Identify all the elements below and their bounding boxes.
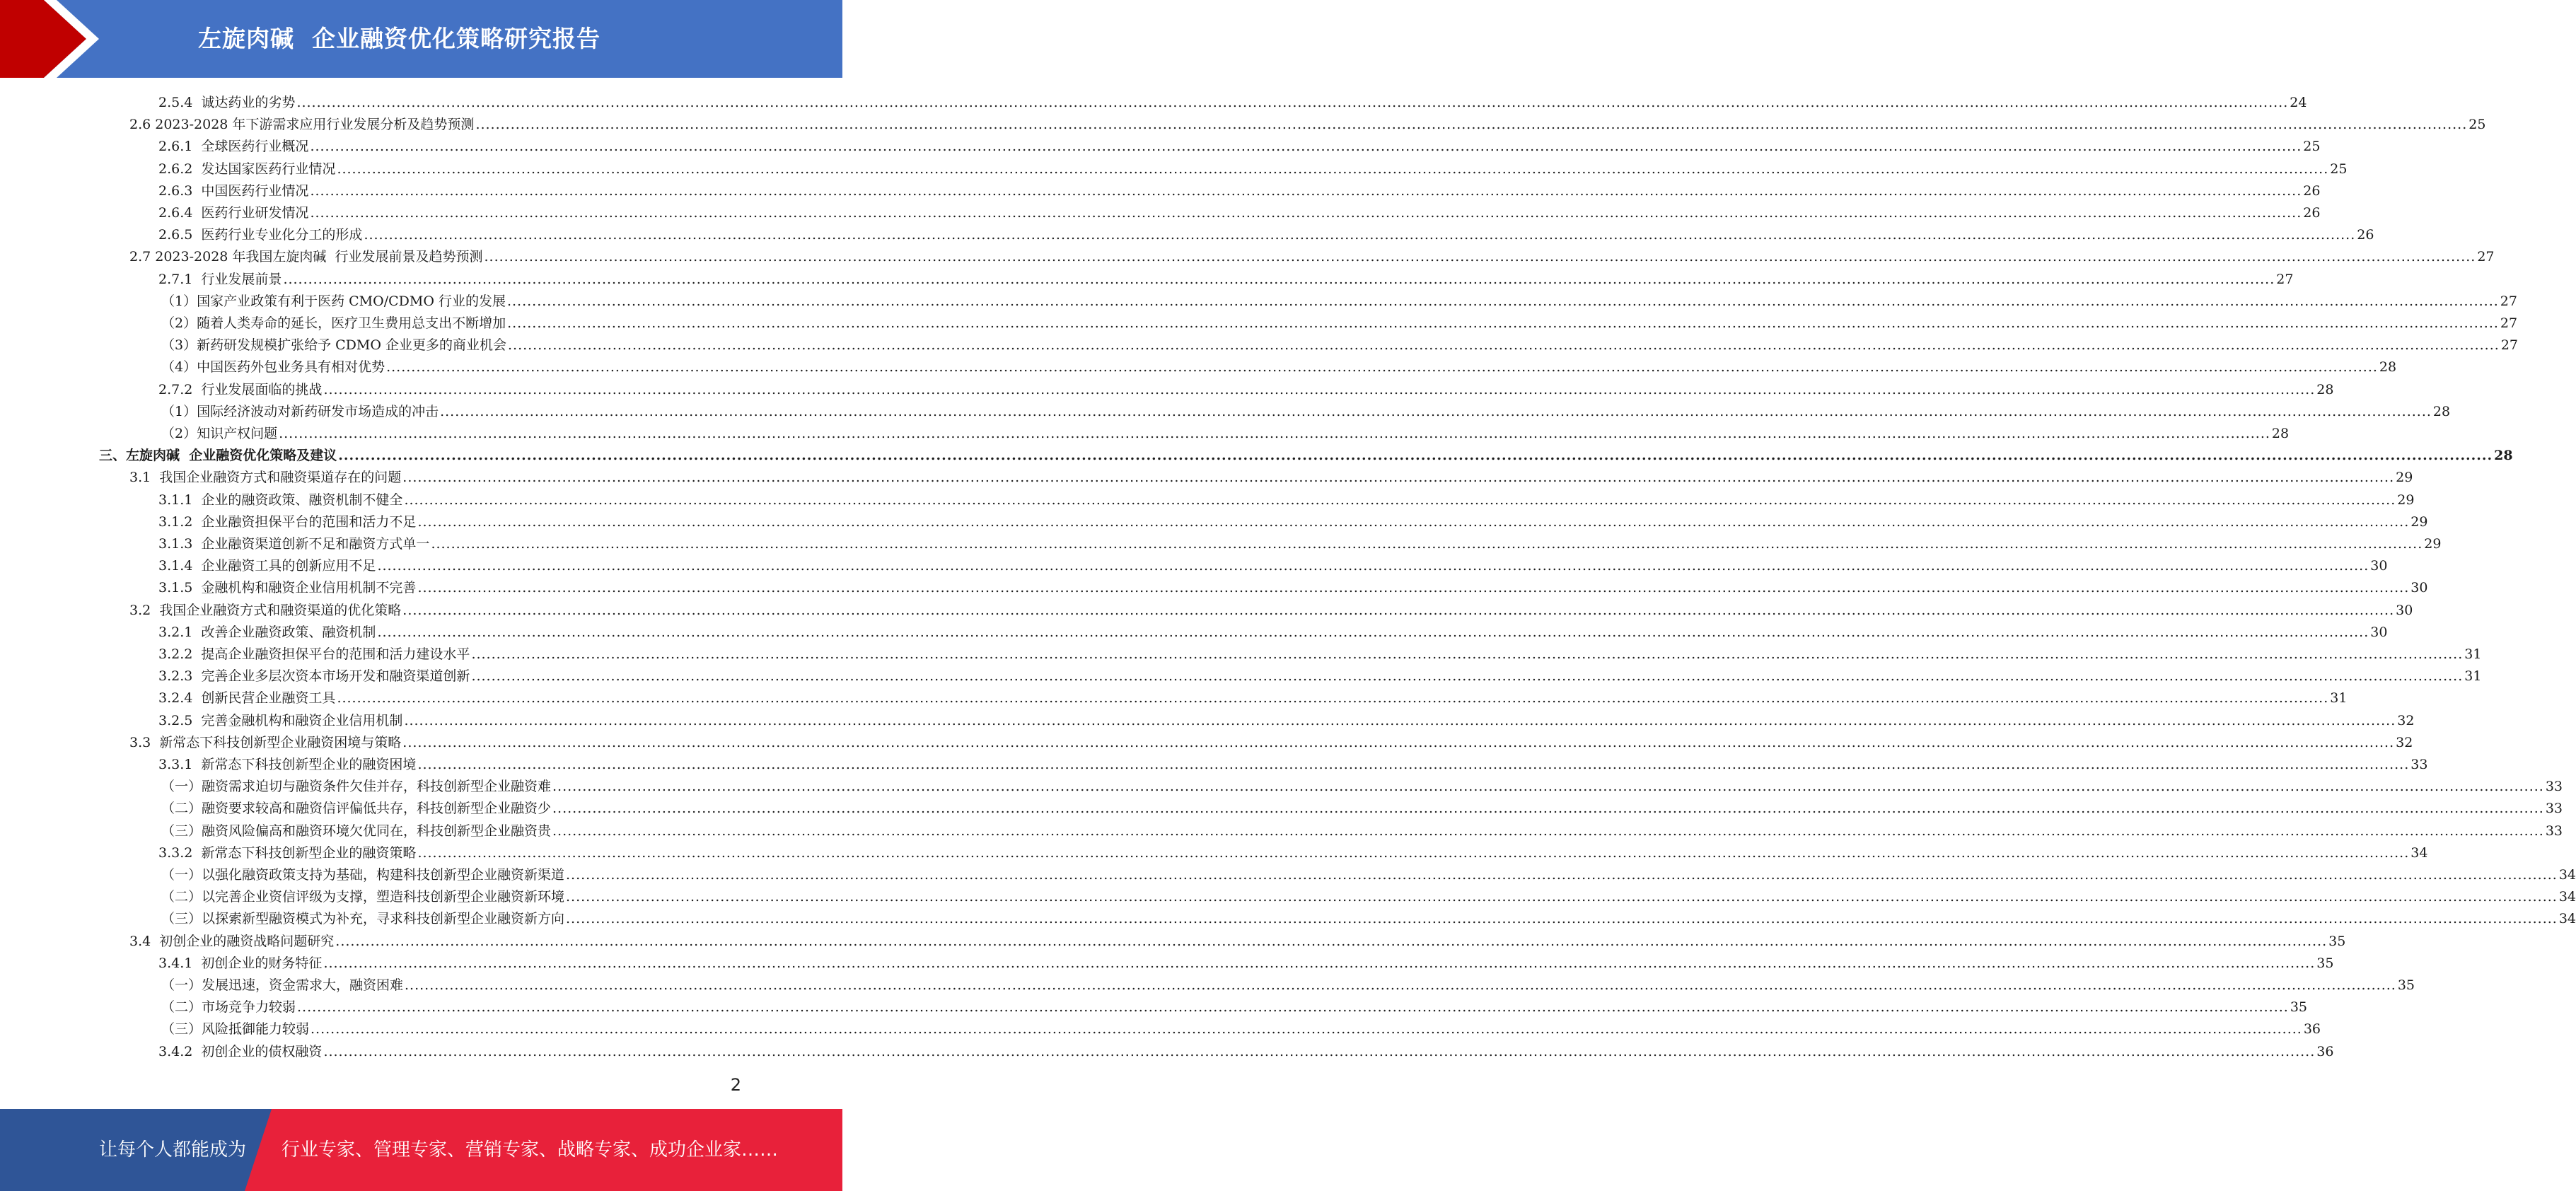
toc-entry-page: 27	[2477, 249, 2495, 265]
toc-entry-label: 3.1.5 金融机构和融资企业信用机制不完善	[158, 580, 417, 596]
toc-entry[interactable]	[158, 575, 2428, 597]
toc-entry[interactable]	[129, 730, 2413, 752]
report-header	[0, 0, 842, 78]
toc-entry[interactable]	[161, 1016, 2321, 1038]
toc-leader-dots: ................................................................................................................................................................................................................................................................................................................................................................................................................	[552, 823, 2544, 839]
toc-entry-label: 3.1.1 企业的融资政策、融资机制不健全	[158, 492, 403, 508]
toc-entry-page: 34	[2558, 867, 2576, 883]
toc-entry-page: 32	[2396, 734, 2413, 750]
toc-entry[interactable]	[158, 267, 2294, 289]
toc-entry-page: 31	[2464, 646, 2482, 662]
toc-entry-label: 三、左旋肉碱 企业融资优化策略及建议	[99, 448, 337, 464]
toc-leader-dots: ................................................................................................................................................................................................................................................................................................................................................................................................................	[338, 448, 2493, 464]
toc-entry-label: 2.7.2 行业发展面临的挑战	[158, 381, 323, 397]
footer-slogan-left: 让每个人都能成为	[99, 1139, 247, 1161]
toc-entry[interactable]	[161, 906, 2576, 928]
toc-leader-dots: ................................................................................................................................................................................................................................................................................................................................................................................................................	[279, 426, 2270, 441]
toc-entry-page: 31	[2464, 668, 2482, 685]
toc-entry-page: 34	[2558, 889, 2576, 905]
toc-leader-dots: ................................................................................................................................................................................................................................................................................................................................................................................................................	[405, 977, 2396, 993]
toc-leader-dots: ................................................................................................................................................................................................................................................................................................................................................................................................................	[404, 492, 2396, 508]
toc-leader-dots: ................................................................................................................................................................................................................................................................................................................................................................................................................	[297, 999, 2289, 1016]
toc-entry[interactable]	[129, 244, 2495, 266]
toc-entry-label: 3.4 初创企业的融资战略问题研究	[129, 933, 335, 949]
toc-entry[interactable]	[161, 994, 2308, 1016]
footer-slogan-right: 行业专家、管理专家、营销专家、战略专家、成功企业家……	[282, 1139, 779, 1161]
toc-entry-page: 34	[2410, 844, 2428, 861]
toc-entry-label: 2.7 2023-2028 年我国左旋肉碱 行业发展前景及趋势预测	[129, 249, 483, 265]
toc-entry-page: 27	[2276, 271, 2294, 287]
toc-entry-label: 3.2.5 完善金融机构和融资企业信用机制	[158, 712, 403, 728]
toc-entry-page: 25	[2303, 139, 2321, 155]
toc-entry-page: 25	[2468, 117, 2486, 133]
toc-leader-dots: ................................................................................................................................................................................................................................................................................................................................................................................................................	[506, 293, 2499, 309]
toc-entry[interactable]	[158, 178, 2321, 200]
toc-entry-label: （二）市场竞争力较弱	[161, 999, 296, 1016]
toc-entry-label: 2.5.4 诚达药业的劣势	[158, 95, 296, 110]
toc-entry-label: 3.2.4 创新民营企业融资工具	[158, 690, 336, 707]
toc-leader-dots: ................................................................................................................................................................................................................................................................................................................................................................................................................	[552, 779, 2544, 795]
toc-entry[interactable]	[158, 509, 2428, 531]
toc-entry-label: 2.7.1 行业发展前景	[158, 271, 282, 287]
toc-entry[interactable]	[161, 421, 2290, 443]
toc-entry-label: 3.3.2 新常态下科技创新型企业的融资策略	[158, 844, 417, 861]
toc-entry-page: 28	[2432, 403, 2451, 419]
toc-leader-dots: ................................................................................................................................................................................................................................................................................................................................................................................................................	[364, 227, 2356, 243]
toc-entry-page: 25	[2330, 161, 2348, 177]
toc-leader-dots: ................................................................................................................................................................................................................................................................................................................................................................................................................	[417, 757, 2410, 772]
toc-entry-label: （二）以完善企业资信评级为支撑，塑造科技创新型企业融资新环境	[161, 889, 565, 905]
toc-leader-dots: ................................................................................................................................................................................................................................................................................................................................................................................................................	[386, 359, 2378, 376]
toc-leader-dots: ................................................................................................................................................................................................................................................................................................................................................................................................................	[475, 117, 2468, 133]
toc-entry-label: 3.3 新常态下科技创新型企业融资困境与策略	[129, 734, 402, 750]
toc-entry-page: 28	[2316, 381, 2334, 397]
toc-entry[interactable]	[158, 951, 2334, 972]
toc-entry[interactable]	[129, 112, 2486, 134]
toc-entry-label: （三）风险抵御能力较弱	[161, 1021, 310, 1038]
toc-entry[interactable]	[158, 620, 2388, 641]
toc-leader-dots: ................................................................................................................................................................................................................................................................................................................................................................................................................	[566, 867, 2558, 883]
toc-entry[interactable]	[129, 929, 2346, 951]
toc-entry-page: 28	[2379, 359, 2397, 376]
toc-entry[interactable]	[158, 90, 2307, 112]
toc-entry[interactable]	[161, 310, 2518, 332]
toc-entry-label: 3.2.1 改善企业融资政策、融资机制	[158, 624, 376, 640]
toc-entry-page: 26	[2303, 182, 2321, 199]
toc-leader-dots: ................................................................................................................................................................................................................................................................................................................................................................................................................	[402, 470, 2395, 486]
report-title: 左旋肉碱 企业融资优化策略研究报告	[198, 25, 601, 52]
toc-entry-page: 28	[2494, 448, 2513, 464]
toc-leader-dots: ................................................................................................................................................................................................................................................................................................................................................................................................................	[402, 734, 2395, 750]
toc-entry-label: 3.3.1 新常态下科技创新型企业的融资困境	[158, 757, 417, 772]
toc-entry-label: （1）国家产业政策有利于医药 CMO/CDMO 行业的发展	[161, 293, 506, 309]
toc-entry-label: 2.6.1 全球医药行业概况	[158, 139, 309, 155]
toc-entry-page: 29	[2396, 470, 2413, 486]
toc-leader-dots: ................................................................................................................................................................................................................................................................................................................................................................................................................	[335, 933, 2328, 949]
toc-leader-dots: ................................................................................................................................................................................................................................................................................................................................................................................................................	[471, 646, 2464, 662]
toc-leader-dots: ................................................................................................................................................................................................................................................................................................................................................................................................................	[323, 381, 2316, 397]
toc-entry[interactable]	[161, 972, 2415, 994]
toc-entry[interactable]	[158, 222, 2374, 244]
toc-entry-label: 3.1 我国企业融资方式和融资渠道存在的问题	[129, 470, 402, 486]
toc-leader-dots: ................................................................................................................................................................................................................................................................................................................................................................................................................	[440, 403, 2432, 419]
toc-entry-page: 27	[2500, 293, 2517, 309]
toc-entry-page: 34	[2558, 911, 2576, 927]
toc-entry-page: 27	[2500, 315, 2518, 331]
toc-entry-page: 35	[2290, 999, 2308, 1016]
toc-leader-dots: ................................................................................................................................................................................................................................................................................................................................................................................................................	[310, 205, 2302, 221]
toc-entry[interactable]	[161, 289, 2517, 310]
toc-entry-label: （一）发展迅速，资金需求大，融资困难	[161, 977, 404, 993]
toc-entry-label: （2）随着人类寿命的延长，医疗卫生费用总支出不断增加	[161, 315, 506, 331]
toc-entry-label: 2.6.5 医药行业专业化分工的形成	[158, 227, 363, 243]
toc-entry-label: 3.4.1 初创企业的财务特征	[158, 955, 323, 971]
toc-entry-page: 35	[2328, 933, 2346, 949]
toc-entry-label: 3.1.3 企业融资渠道创新不足和融资方式单一	[158, 536, 430, 552]
toc-entry-page: 29	[2397, 492, 2415, 508]
toc-entry-label: （一）融资需求迫切与融资条件欠佳并存，科技创新型企业融资难	[161, 779, 552, 795]
toc-entry[interactable]	[99, 443, 2513, 465]
toc-leader-dots: ................................................................................................................................................................................................................................................................................................................................................................................................................	[431, 536, 2423, 552]
toc-leader-dots: ................................................................................................................................................................................................................................................................................................................................................................................................................	[377, 624, 2369, 640]
toc-leader-dots: ................................................................................................................................................................................................................................................................................................................................................................................................................	[417, 844, 2410, 861]
toc-entry[interactable]	[158, 156, 2348, 178]
toc-entry-page: 32	[2397, 712, 2415, 728]
toc-leader-dots: ................................................................................................................................................................................................................................................................................................................................................................................................................	[311, 1021, 2302, 1038]
toc-entry[interactable]	[129, 465, 2413, 487]
toc-entry[interactable]	[158, 553, 2388, 575]
toc-entry-label: 3.2.3 完善企业多层次资本市场开发和融资渠道创新	[158, 668, 470, 685]
toc-leader-dots: ................................................................................................................................................................................................................................................................................................................................................................................................................	[402, 602, 2395, 618]
toc-leader-dots: ................................................................................................................................................................................................................................................................................................................................................................................................................	[484, 249, 2476, 265]
toc-entry-page: 36	[2316, 1043, 2334, 1059]
toc-leader-dots: ................................................................................................................................................................................................................................................................................................................................................................................................................	[471, 668, 2464, 685]
toc-entry-page: 36	[2303, 1021, 2321, 1038]
toc-entry-page: 33	[2545, 823, 2563, 839]
toc-entry-label: 2.6.3 中国医药行业情况	[158, 182, 309, 199]
toc-entry-label: （三）以探索新型融资模式为补充，寻求科技创新型企业融资新方向	[161, 911, 565, 927]
toc-leader-dots: ................................................................................................................................................................................................................................................................................................................................................................................................................	[296, 95, 2289, 110]
toc-entry-page: 29	[2424, 536, 2442, 552]
toc-entry[interactable]	[161, 862, 2576, 884]
toc-entry[interactable]	[161, 796, 2563, 818]
toc-leader-dots: ................................................................................................................................................................................................................................................................................................................................................................................................................	[310, 182, 2302, 199]
toc-entry[interactable]	[158, 200, 2321, 222]
toc-leader-dots: ................................................................................................................................................................................................................................................................................................................................................................................................................	[377, 558, 2369, 574]
toc-leader-dots: ................................................................................................................................................................................................................................................................................................................................................................................................................	[337, 161, 2329, 177]
toc-entry[interactable]	[158, 663, 2482, 685]
toc-entry-label: （1）国际经济波动对新药研发市场造成的冲击	[161, 403, 439, 419]
toc-leader-dots: ................................................................................................................................................................................................................................................................................................................................................................................................................	[566, 889, 2558, 905]
toc-entry[interactable]	[129, 598, 2413, 620]
toc-entry-label: （2）知识产权问题	[161, 426, 278, 441]
toc-entry-label: （二）融资要求较高和融资信评偏低共存，科技创新型企业融资少	[161, 801, 552, 817]
toc-entry-page: 33	[2545, 779, 2563, 795]
toc-leader-dots: ................................................................................................................................................................................................................................................................................................................................................................................................................	[417, 513, 2410, 530]
toc-entry[interactable]	[158, 487, 2415, 509]
header-arrow-decoration	[0, 0, 113, 78]
toc-entry-page: 26	[2303, 205, 2321, 221]
toc-entry-page: 35	[2316, 955, 2334, 971]
toc-entry-page: 33	[2410, 757, 2428, 772]
toc-entry[interactable]	[158, 840, 2428, 862]
toc-entry-label: 2.6.4 医药行业研发情况	[158, 205, 309, 221]
toc-entry[interactable]	[161, 884, 2576, 906]
toc-entry[interactable]	[161, 399, 2451, 421]
toc-entry[interactable]	[158, 377, 2334, 399]
toc-leader-dots: ................................................................................................................................................................................................................................................................................................................................................................................................................	[337, 690, 2329, 707]
toc-entry-label: 3.1.4 企业融资工具的创新应用不足	[158, 558, 376, 574]
toc-entry-label: （4）中国医药外包业务具有相对优势	[161, 359, 385, 376]
toc-entry-page: 28	[2271, 426, 2290, 441]
toc-entry-label: （三）融资风险偏高和融资环境欠优同在，科技创新型企业融资贵	[161, 823, 552, 839]
toc-entry-page: 30	[2410, 580, 2428, 596]
toc-entry-label: 2.6.2 发达国家医药行业情况	[158, 161, 336, 177]
toc-entry[interactable]	[161, 354, 2397, 376]
toc-entry-page: 35	[2397, 977, 2415, 993]
toc-leader-dots: ................................................................................................................................................................................................................................................................................................................................................................................................................	[404, 712, 2396, 728]
toc-entry[interactable]	[158, 641, 2482, 663]
toc-entry-label: 3.1.2 企业融资担保平台的范围和活力不足	[158, 513, 417, 530]
toc-entry[interactable]	[158, 531, 2442, 553]
toc-entry-label: （一）以强化融资政策支持为基础，构建科技创新型企业融资新渠道	[161, 867, 565, 883]
footer-banner	[0, 1109, 842, 1191]
toc-entry-page: 31	[2330, 690, 2348, 707]
toc-entry[interactable]	[158, 752, 2428, 774]
toc-entry-page: 26	[2357, 227, 2374, 243]
toc-entry-page: 30	[2396, 602, 2413, 618]
toc-entry[interactable]	[161, 774, 2563, 796]
toc-entry-label: （3）新药研发规模扩张给予 CDMO 企业更多的商业机会	[161, 337, 506, 354]
toc-leader-dots: ................................................................................................................................................................................................................................................................................................................................................................................................................	[552, 801, 2544, 817]
toc-leader-dots: ................................................................................................................................................................................................................................................................................................................................................................................................................	[323, 1043, 2316, 1059]
toc-entry-page: 33	[2545, 801, 2563, 817]
toc-leader-dots: ................................................................................................................................................................................................................................................................................................................................................................................................................	[323, 955, 2316, 971]
toc-leader-dots: ................................................................................................................................................................................................................................................................................................................................................................................................................	[283, 271, 2275, 287]
toc-entry-label: 3.2 我国企业融资方式和融资渠道的优化策略	[129, 602, 402, 618]
toc-entry-label: 2.6 2023-2028 年下游需求应用行业发展分析及趋势预测	[129, 117, 475, 133]
toc-entry-label: 3.4.2 初创企业的债权融资	[158, 1043, 323, 1059]
page-number: 2	[730, 1075, 741, 1095]
toc-entry-page: 24	[2290, 95, 2307, 110]
toc-entry[interactable]	[158, 1039, 2334, 1061]
toc-leader-dots: ................................................................................................................................................................................................................................................................................................................................................................................................................	[507, 315, 2499, 331]
toc-leader-dots: ................................................................................................................................................................................................................................................................................................................................................................................................................	[507, 337, 2500, 354]
toc-entry[interactable]	[158, 708, 2415, 730]
toc-entry[interactable]	[158, 685, 2348, 707]
toc-leader-dots: ................................................................................................................................................................................................................................................................................................................................................................................................................	[310, 139, 2302, 155]
toc-entry-label: 3.2.2 提高企业融资担保平台的范围和活力建设水平	[158, 646, 470, 662]
toc-leader-dots: ................................................................................................................................................................................................................................................................................................................................................................................................................	[566, 911, 2558, 927]
toc-entry-page: 29	[2410, 513, 2428, 530]
toc-entry[interactable]	[161, 332, 2518, 354]
toc-leader-dots: ................................................................................................................................................................................................................................................................................................................................................................................................................	[417, 580, 2410, 596]
toc-entry[interactable]	[158, 134, 2321, 156]
toc-entry-page: 27	[2500, 337, 2518, 354]
toc-entry-page: 30	[2370, 558, 2388, 574]
toc-entry[interactable]	[161, 818, 2563, 840]
toc-entry-page: 30	[2370, 624, 2388, 640]
